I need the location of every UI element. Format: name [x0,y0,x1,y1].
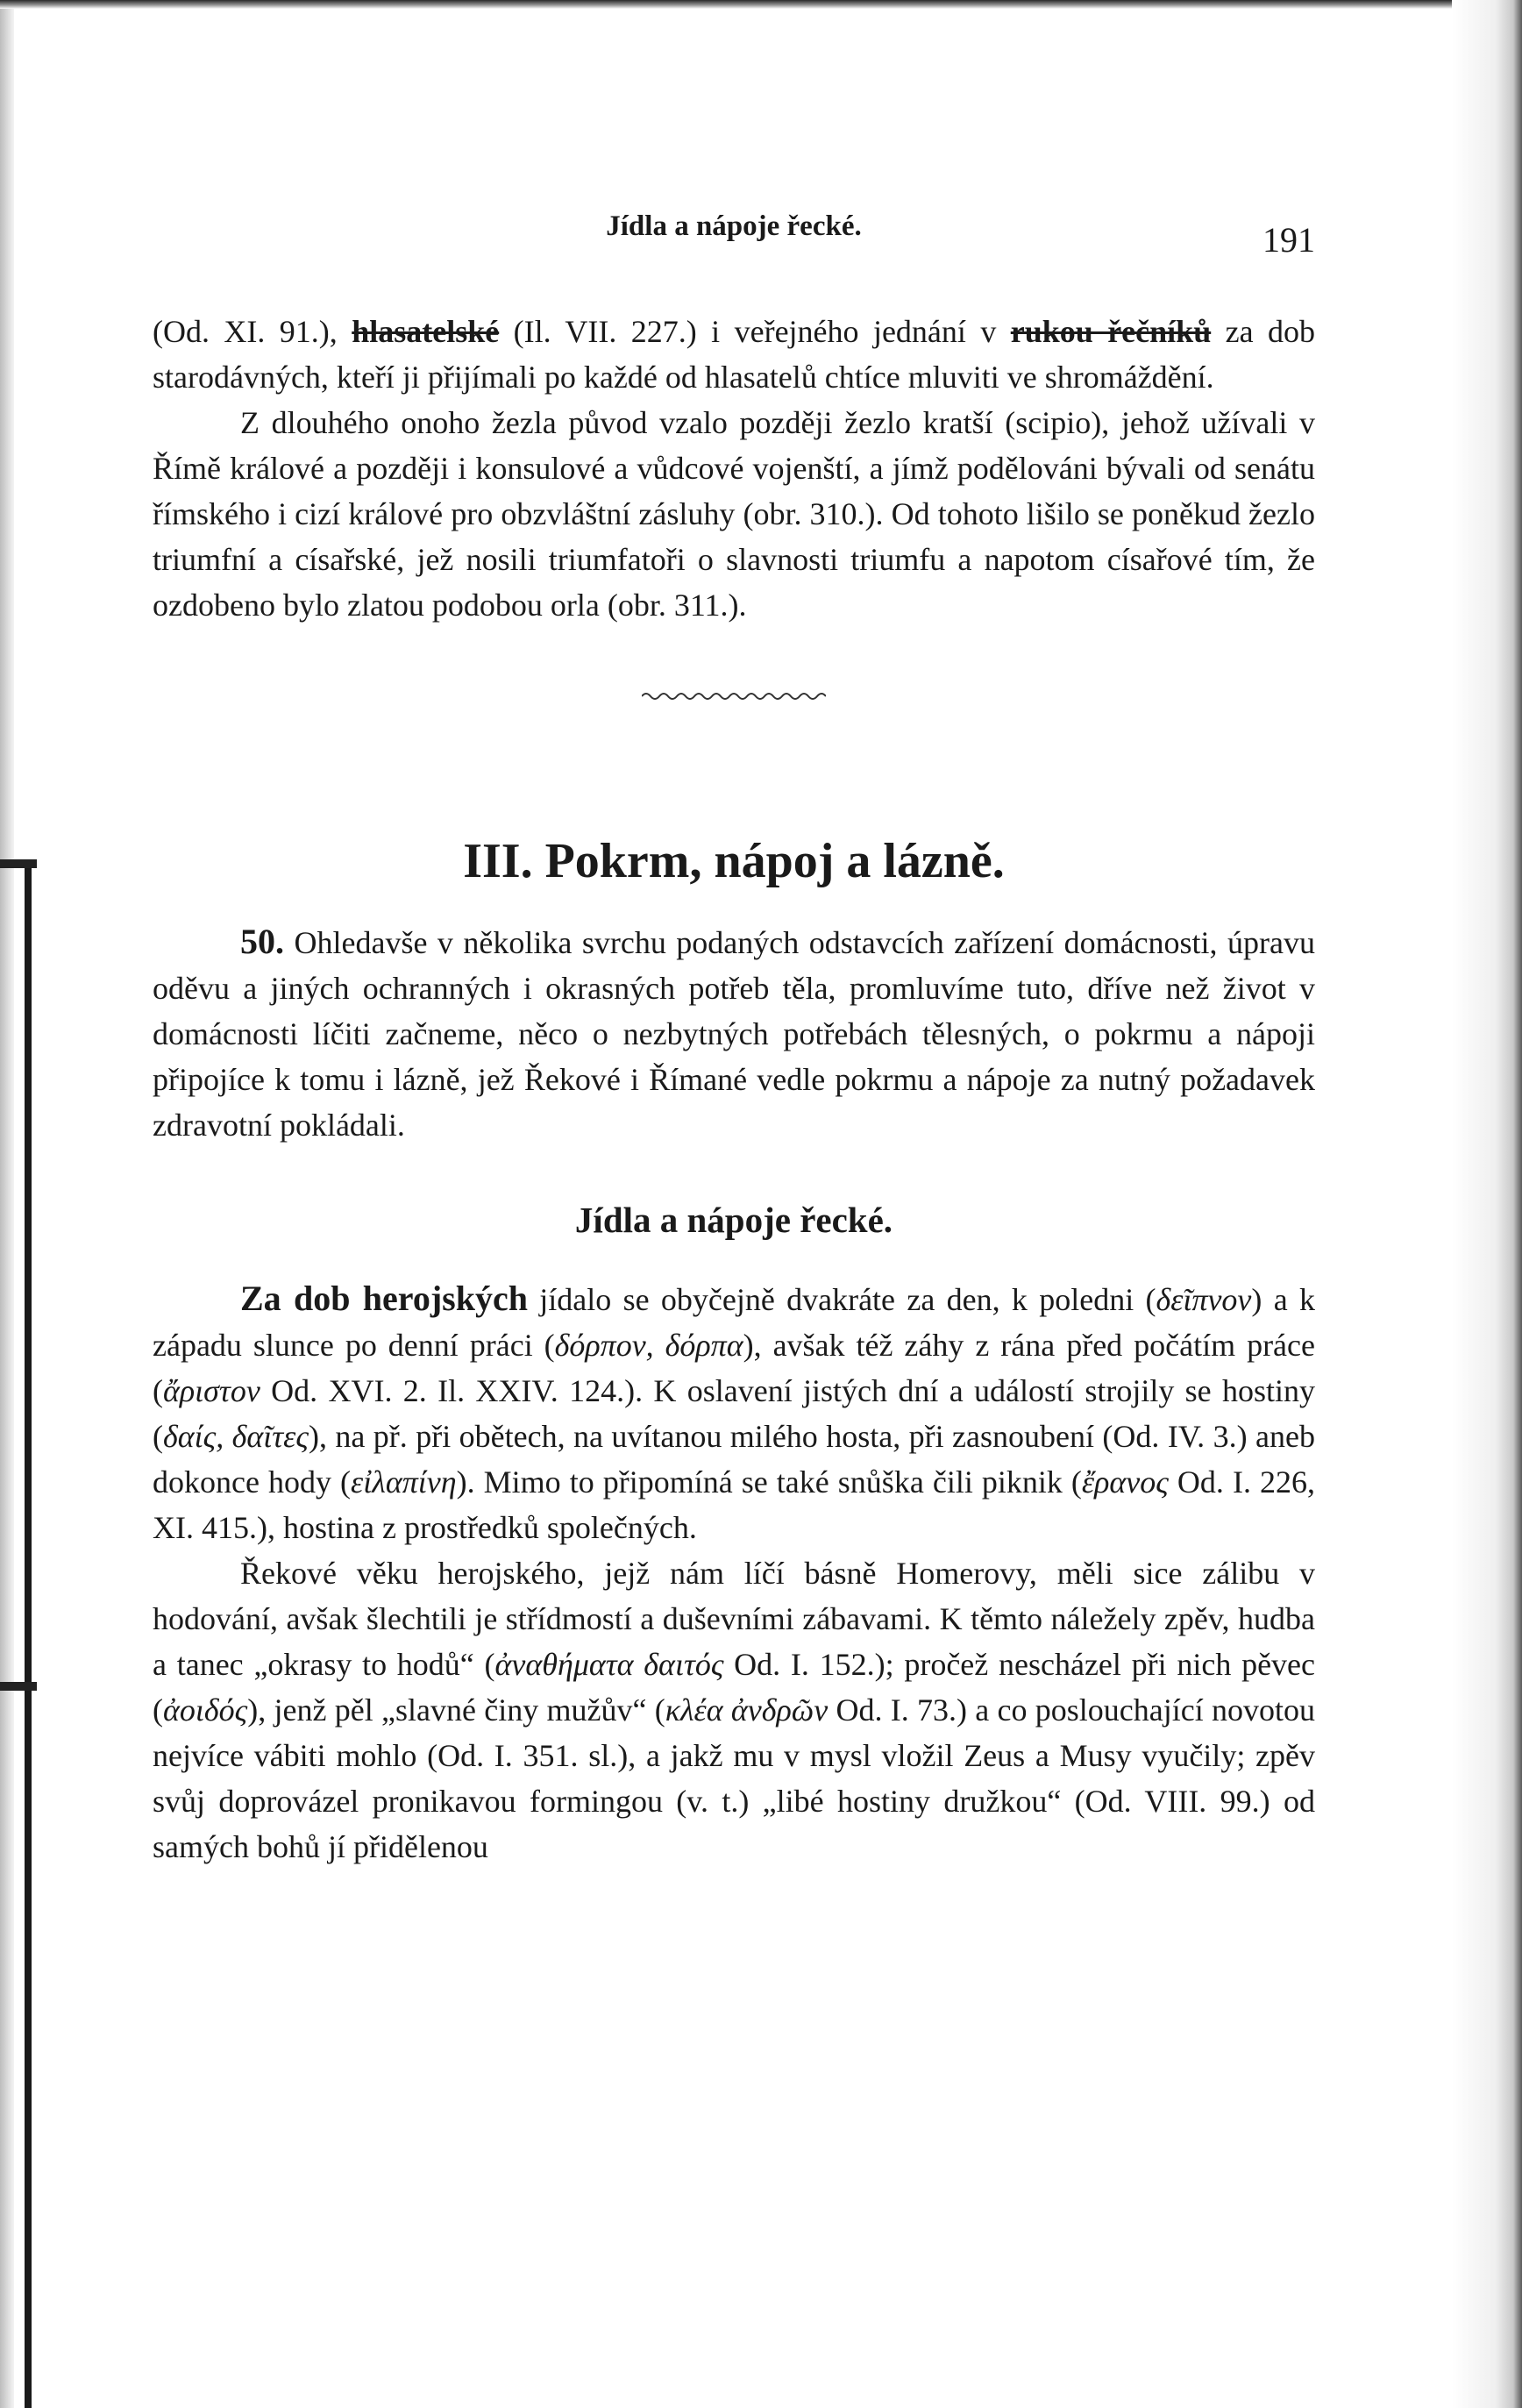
text-run: Od. XVI. 2. Il. XXIV. 124.). K oslavení jistých dní a událostí strojily se hostiny ( [153,1373,1315,1454]
running-title: Jídla a nápoje řecké. [606,210,862,242]
text-run: Řekové věku herojského, jejž nám líčí básně Homerovy, měli sice zálibu v hodování, avšak šlechtili je střídmostí a duševními zábavami. K těmto náležely zpěv, hudba a tanec „okrasy to hodů“ ( [153,1556,1315,1682]
text-run: ) a k západu slunce po denní práci ( [153,1282,1316,1363]
chapter-paragraph [153,919,1315,1148]
text-run: za dob starodávných, kteří ji přijímali po každé od hlasatelů chtíce mluviti ve shromáždění. [153,314,1316,395]
text-run: (Od. XI. 91.), [153,314,352,349]
wavy-rule-icon [642,689,826,703]
binding-line [25,859,32,2408]
greek-term: ἀναθήματα δαιτός [494,1647,724,1682]
greek-term: δεῖπνον [1156,1282,1252,1317]
greek-term: δαίς, δαῖτες [163,1419,309,1454]
text-run: Ohledavše v několika svrchu podaných odstavcích zařízení domácnosti, úpravu oděvu a jiných ochranných i okrasných potřeb těla, promluvíme tuto, dříve než život v domácnosti líčiti začneme, něco o nezbytných potřebách tělesných, o pokrmu a nápoji připojíce k tomu i lázně, jež Řekové i Římané vedle pokrmu a nápoje za nutný požadavek zdravotní pokládali. [153,925,1315,1143]
page-edge-left [0,0,14,2408]
section-ornament [153,689,1315,716]
page-edge-top [0,0,1522,9]
chapter-heading: III. Pokrm, nápoj a lázně. [463,834,1005,888]
greek-term: κλέα ἀνδρῶν [665,1692,829,1728]
greek-term: εἰλαπίνη [351,1464,457,1500]
lead-phrase: Za dob herojských [240,1279,528,1318]
text-run: jídalo se obyčejně dvakráte za den, k poledni ( [527,1282,1156,1317]
binding-mark [0,1682,37,1691]
text-run: ), avšak též záhy z rána před počátím práce ( [153,1328,1315,1408]
text-run: Od. I. 73.) a co poslouchající novotou nejvíce vábiti mohlo (Od. I. 351. sl.), a jakž mu v mysl vložil Zeus a Musy vyučily; zpěv svůj doprovázel pronikavou formingou (v. t.) „libé hostiny družkou“ (Od. VIII. 99.) od samých bohů jí přidělenou [153,1692,1315,1864]
section-paragraph-1 [153,1276,1315,1550]
top-paragraph [153,309,1315,400]
greek-term: ἀοιδός [163,1692,248,1728]
section-heading: Jídla a nápoje řecké. [574,1200,893,1240]
greek-term: ἔρανος [1081,1464,1169,1500]
text-run: Od. I. 226, XI. 415.), hostina z prostředků společných. [153,1464,1315,1545]
page-content [153,210,1315,1870]
greek-term: δόρπον, δόρπα [554,1328,743,1363]
running-header [153,210,1315,263]
text-run: ), jenž pěl „slavné činy mužův“ ( [247,1692,665,1728]
section-paragraph-2 [153,1550,1315,1870]
struck-word: rukou řečníků [1010,314,1212,349]
binding-mark [0,859,37,868]
scepter-paragraph: Z dlouhého onoho žezla původ vzalo později žezlo kratší (scipio), jehož užívali v Římě králové a později i konsulové a vůdcové vojenští, a jímž podělováni bývali od senátu římského i cizí králové pro obzvláštní zásluhy (obr. 310.). Od tohoto lišilo se poněkud žezlo triumfní a císařské, jež nosili triumfatoři o slavnosti triumfu a napotom císařové tím, že ozdobeno bylo zlatou podobou orla (obr. 311.). [153,405,1315,623]
text-run: (Il. VII. 227.) i veřejného jednání v [499,314,1011,349]
page-number: 191 [1262,220,1315,260]
struck-word: hlasatelské [352,314,500,349]
greek-term: ἄριστον [163,1373,260,1408]
text-run: Od. I. 152.); pročež nescházel při nich pěvec ( [153,1647,1316,1728]
page-edge-right [1452,0,1522,2408]
paragraph-number: 50. [240,922,284,961]
text-run: ). Mimo to připomíná se také snůška čili piknik ( [456,1464,1082,1500]
text-run: ), na př. při obětech, na uvítanou milého hosta, při zasnoubení (Od. IV. 3.) aneb dokonce hody ( [153,1419,1315,1500]
